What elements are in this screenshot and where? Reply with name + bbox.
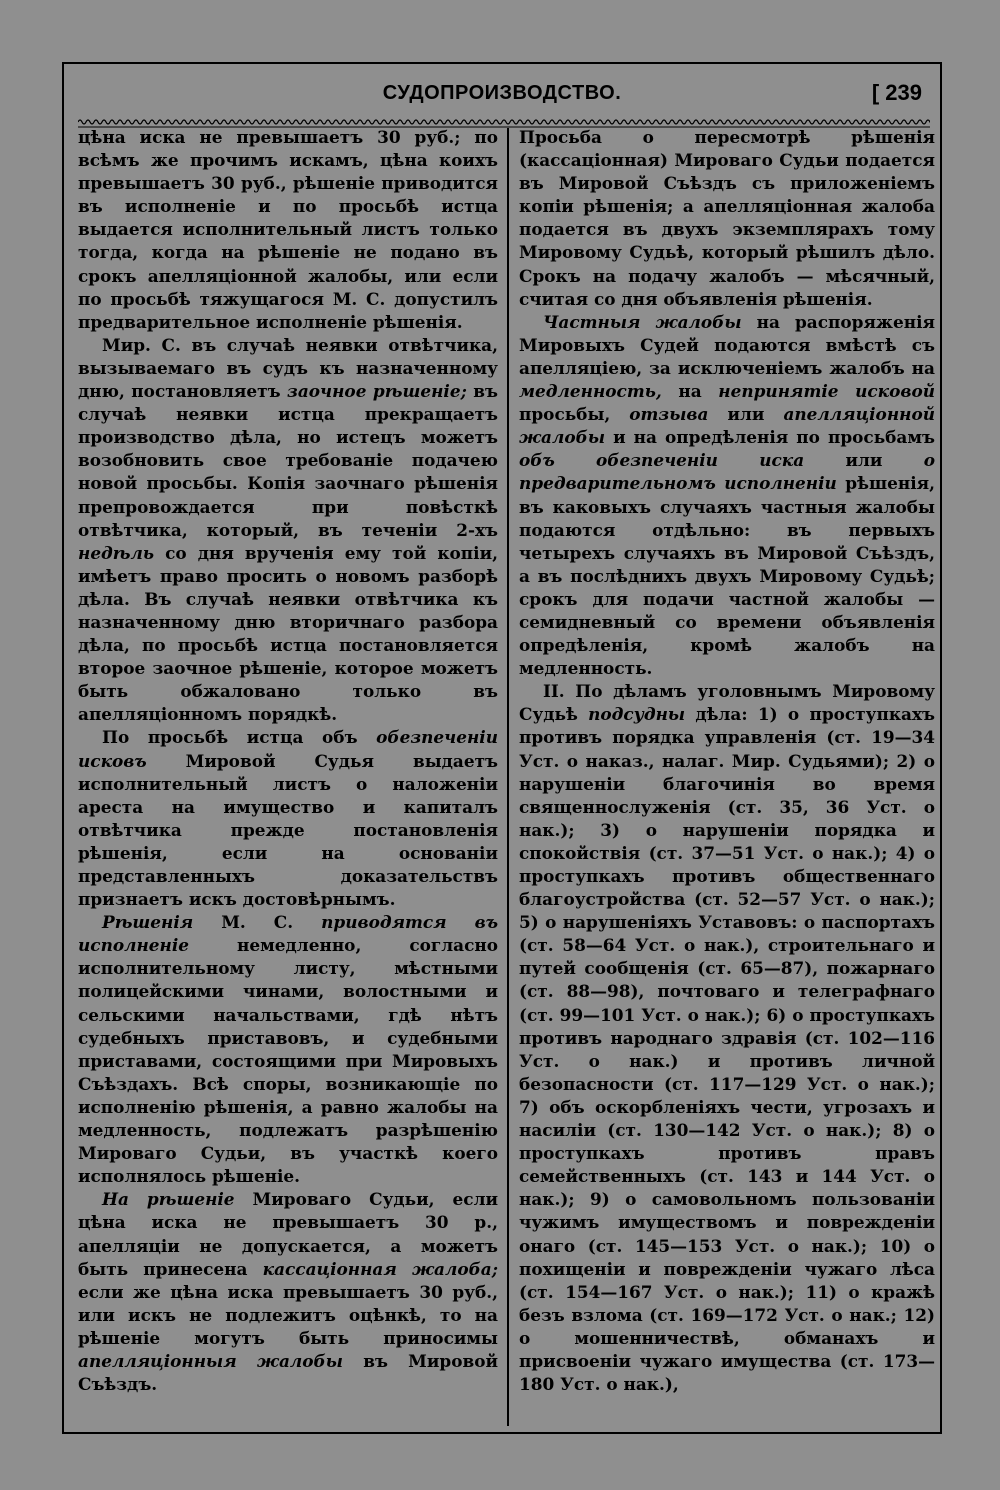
text-run: Мироваго Судьи, если цѣна иска не превышаетъ 30 р., апелляціи не допускается, а можетъ быть принесена [78,1189,499,1279]
italic-term: медленность, [519,381,662,402]
text-run: II. По дѣламъ уголовнымъ Мировому Судьѣ [519,681,935,725]
text-run: и на опредѣленія по просьбамъ [605,427,935,448]
italic-term: заочное рѣшеніе; [287,381,467,402]
italic-term: кассаціонная жалоба; [262,1258,498,1279]
paragraph [519,126,935,311]
right-column [519,126,935,1396]
paragraph [78,334,498,727]
page-header [64,82,940,114]
text-run: М. С. [193,912,322,933]
text-run: цѣна иска не превышаетъ 30 руб.; по всѣмъ же прочимъ искамъ, цѣна коихъ превышаетъ 30 руб., рѣшеніе приводится въ исполненіе и по просьбѣ истца выдается исполнительный листъ только тогда, когда на рѣшеніе не подано въ срокъ апелляціонной жалобы, или если по просьбѣ тяжущагося М. С. допустилъ предварительное исполненіе рѣшенія. [78,127,498,332]
text-run: Просьба о пересмотрѣ рѣшенія (кассаціонная) Мироваго Судьи подается въ Мировой Съѣздъ съ приложеніемъ копіи рѣшенія; а апелляціонная жалоба подается въ двухъ экземплярахъ тому Мировому Судьѣ, который рѣшилъ дѣло. Срокъ на подачу жалобъ — мѣсячный, считая со дня объявленія рѣшенія. [519,127,935,309]
text-run: Мир. С. въ случаѣ неявки отвѣтчика, вызываемаго въ судъ къ назначенному дню, постановляетъ [78,334,498,402]
running-title: СУДОПРОИЗВОДСТВО. [382,82,622,104]
paragraph [519,311,935,681]
paragraph [78,726,498,911]
italic-term: Рѣшенія [102,912,194,933]
italic-term: апелляціонной жалобы [519,404,935,448]
text-run: или [708,404,784,425]
text-run: на распоряженія Мировыхъ Судей подаются вмѣстѣ съ апелляціею, за исключеніемъ жалобъ на [519,311,935,378]
text-run: просьбы, [519,404,630,425]
paragraph [78,911,498,1188]
text-run: или [804,450,924,471]
text-run: дѣла: 1) о проступкахъ противъ порядка управленія (ст. 19—34 Уст. о наказ., налаг. Мир. Судьями); 2) о нарушеніи благочинія во время священнослуженія (ст. 35, 36 Уст. о нак.); 3) о нарушеніи порядка и спокойствія (ст. 37—51 Уст. о нак.); 4) о проступкахъ противъ общественнаго благоустройства (ст. 52—57 Уст. о нак.); 5) о нарушеніяхъ Уставовъ: о паспортахъ (ст. 58—64 Уст. о нак.), строительнаго и путей сообщенія (ст. 65—87), пожарнаго (ст. 88—98), почтоваго и телеграфнаго (ст. 99—101 Уст. о нак.); 6) о проступкахъ противъ народнаго здравія (ст. 102—116 Уст. о нак.) и противъ личной безопасности (ст. 117—129 Уст. о нак.); 7) объ оскорбленіяхъ чести, угрозахъ и насиліи (ст. 130—142 Уст. о нак.); 8) о проступкахъ противъ правъ семейственныхъ (ст. 143 и 144 Уст. о нак.); 9) о самовольномъ пользованіи чужимъ имуществомъ и поврежденіи онаго (ст. 145—153 Уст. о нак.); 10) о похищеніи и поврежденіи чужаго лѣса (ст. 154—167 Уст. о нак.); 11) о кражѣ безъ взлома (ст. 169—172 Уст. о нак.; 12) о мошенничествѣ, обманахъ и присвоеніи чужаго имущества (ст. 173—180 Уст. о нак.), [519,704,935,1395]
italic-term: Частныя жалобы [543,311,742,332]
italic-term: подсудны [588,704,686,725]
page-frame [62,62,942,1434]
italic-term: отзыва [629,404,709,425]
italic-term: обезпеченіи исковъ [78,727,498,771]
italic-term: недѣль [78,542,155,563]
text-run: немедленно, согласно исполнительному листу, мѣстными полицейскими чинами, волостными и сельскими начальствами, гдѣ нѣтъ судебныхъ приставовъ, и судебными приставами, состоящими при Мировыхъ Съѣздахъ. Всѣ споры, возникающіе по исполненію рѣшенія, а равно жалобы на медленность, подлежатъ разрѣшенію Мироваго Судьи, въ участкѣ коего исполнялось рѣшеніе. [78,935,498,1187]
text-run: въ Мировой Съѣздъ. [78,1350,498,1395]
text-run: рѣшенія, въ каковыхъ случаяхъ частныя жалобы подаются отдѣльно: въ первыхъ четырехъ случаяхъ въ Мировой Съѣздъ, а въ послѣднихъ двухъ Мировому Судьѣ; срокъ для подачи частной жалобы — семидневный со времени объявленія опредѣленія, кромѣ жалобъ на медленность. [519,473,935,679]
italic-term: апелляціонныя жалобы [78,1350,343,1371]
text-run: со дня врученія ему той копіи, имѣетъ право просить о новомъ разборѣ дѣла. Въ случаѣ неявки отвѣтчика къ назначенному дню вторичнаго разбора дѣла, по просьбѣ истца постановляется второе заочное рѣшеніе, которое можетъ быть обжаловано только въ апелляціонномъ порядкѣ. [78,542,498,725]
paragraph [78,126,498,334]
text-run: Мировой Судья выдаетъ исполнительный листъ о наложеніи ареста на имущество и капиталъ отвѣтчика прежде постановленія рѣшенія, если на основаніи представленныхъ доказательствъ признаетъ искъ достовѣрнымъ. [78,750,498,910]
text-run: если же цѣна иска превышаетъ 30 руб., или искъ не подлежитъ оцѣнкѣ, то на рѣшеніе могутъ быть приносимы [78,1281,498,1348]
column-divider [507,128,509,1426]
italic-term: На рѣшеніе [102,1189,235,1210]
left-column [78,126,498,1396]
text-run: на [661,381,719,402]
page-number: [ 239 [871,80,922,105]
text-run: По просьбѣ истца объ [102,727,377,748]
italic-term: непринятіе исковой [718,381,935,402]
italic-term: приводятся въ исполненіе [78,912,498,956]
italic-term: о предварительномъ исполненіи [519,450,935,494]
text-run: въ случаѣ неявки истца прекращаетъ производство дѣла, но истецъ можетъ возобновить свое требованіе подачею новой просьбы. Копія заочнаго рѣшенія препровождается при повѣсткѣ отвѣтчика, который, въ теченіи 2-хъ [78,381,498,540]
paragraph [78,1188,498,1396]
paragraph [519,680,935,1396]
italic-term: объ обезпеченіи иска [519,450,805,471]
